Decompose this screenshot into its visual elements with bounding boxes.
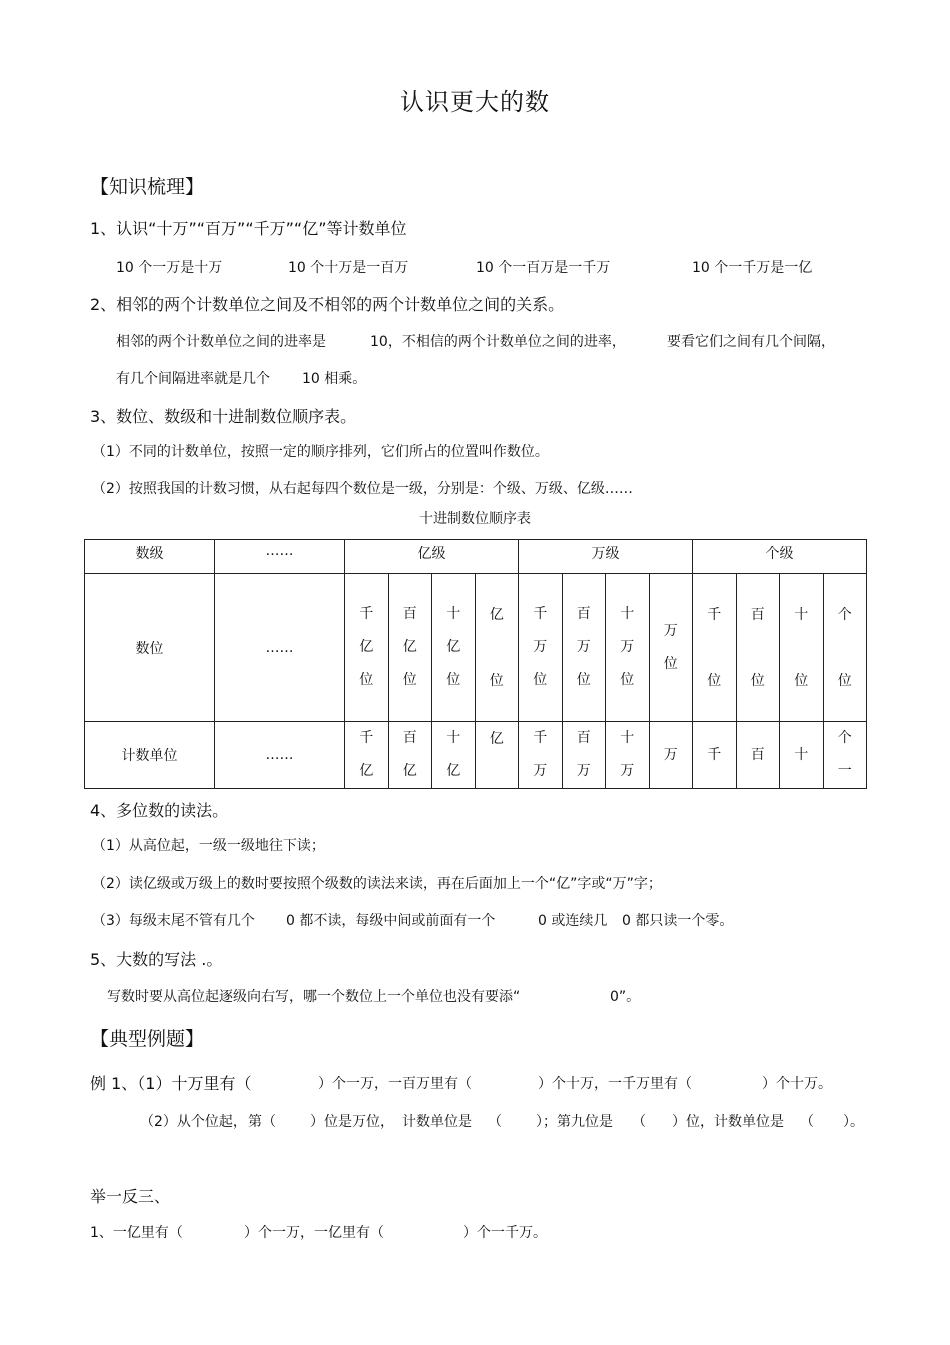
example-1-text: （	[800, 1114, 814, 1130]
row-label: 计数单位	[85, 722, 215, 789]
unit-cell	[562, 722, 606, 789]
place-cell	[823, 574, 867, 722]
example-1-text: （	[488, 1114, 502, 1130]
example-1-text: 计数单位是	[402, 1114, 472, 1130]
place-name: 十位	[794, 606, 809, 689]
point-3-title: 3、数位、数级和十进制数位顺序表。	[90, 407, 357, 426]
example-1-text: ）；第九位是	[536, 1114, 613, 1130]
practice-question: ）个一千万。	[463, 1225, 547, 1241]
point-2-text: 要看它们之间有几个间隔，	[667, 334, 835, 350]
unit-cell	[388, 722, 432, 789]
place-cell	[736, 574, 780, 722]
place-cell	[562, 574, 606, 722]
ellipsis-cell: ……	[215, 574, 345, 722]
place-name: 亿位	[489, 606, 504, 689]
level-wan: 万级	[519, 540, 693, 574]
row-label: 数级	[85, 540, 215, 574]
point-2-text: 有几个间隔进率就是几个	[116, 371, 270, 387]
unit-name: 十	[794, 746, 809, 763]
place-name: 百万位	[576, 606, 591, 688]
point-4-text: 0 都只读一个零。	[622, 913, 734, 929]
place-cell	[345, 574, 389, 722]
point-4-text: 0 都不读，每级中间或前面有一个	[286, 913, 496, 929]
point-5-title: 5、大数的写法 .。	[90, 950, 223, 969]
practice-question: 1、一亿里有（	[90, 1225, 183, 1241]
point-3-text: （2）按照我国的计数习惯，从右起每四个数位是一级，分别是：个级、万级、亿级……	[92, 481, 633, 497]
point-4-text: 0 或连续几	[538, 913, 608, 929]
table-row	[85, 540, 867, 574]
place-name: 百亿位	[402, 606, 417, 688]
unit-cell	[823, 722, 867, 789]
place-cell	[693, 574, 737, 722]
example-1-text: （	[632, 1114, 646, 1130]
table-row	[85, 574, 867, 722]
row-label: 数位	[85, 574, 215, 722]
unit-name: 个一	[837, 730, 852, 779]
unit-name: 亿	[489, 731, 504, 747]
point-4-text: （2）读亿级或万级上的数时要按照个级数的读法来读，再在后面加上一个“亿”字或“万”字；	[92, 876, 662, 892]
unit-cell	[519, 722, 563, 789]
unit-name: 万	[663, 746, 678, 763]
point-2-text: 相邻的两个计数单位之间的进率是	[116, 334, 326, 350]
place-name: 百位	[750, 606, 765, 689]
unit-name: 千亿	[359, 730, 374, 779]
example-1-text: ）位，计数单位是	[672, 1114, 784, 1130]
level-yi: 亿级	[345, 540, 519, 574]
example-1-text: ）。	[843, 1114, 864, 1130]
page-title: 认识更大的数	[400, 88, 550, 116]
point-4-title: 4、多位数的读法。	[90, 801, 229, 820]
section-header-knowledge: 【知识梳理】	[90, 176, 205, 198]
place-cell	[780, 574, 824, 722]
unit-cell	[606, 722, 650, 789]
practice-question: ）个一万，一亿里有（	[244, 1225, 384, 1241]
place-cell	[475, 574, 519, 722]
unit-name: 十万	[620, 730, 635, 779]
point-2-title: 2、相邻的两个计数单位之间及不相邻的两个计数单位之间的关系。	[90, 295, 565, 314]
example-1-text: ）个一万，一百万里有（	[318, 1076, 472, 1092]
place-name: 十亿位	[446, 606, 461, 688]
point-4-text: （1）从高位起，一级一级地往下读；	[92, 838, 325, 854]
place-name: 千万位	[533, 606, 548, 688]
point-5-text: 0”。	[610, 989, 641, 1005]
unit-name: 十亿	[446, 730, 461, 779]
fact-item: 10 个一万是十万	[116, 260, 223, 276]
unit-name: 千	[707, 746, 722, 763]
point-2-text: 10 相乘。	[302, 371, 367, 387]
unit-cell	[780, 722, 824, 789]
fact-item: 10 个十万是一百万	[288, 260, 409, 276]
place-cell	[649, 574, 693, 722]
place-cell	[432, 574, 476, 722]
unit-name: 百万	[576, 730, 591, 779]
example-1-text: 第（	[248, 1114, 276, 1130]
fact-item: 10 个一千万是一亿	[692, 260, 813, 276]
place-name: 千位	[707, 606, 722, 689]
point-3-text: （1）不同的计数单位，按照一定的顺序排列，它们所占的位置叫作数位。	[92, 444, 549, 460]
level-ge: 个级	[693, 540, 867, 574]
ellipsis-cell: ……	[215, 722, 345, 789]
unit-name: 千万	[533, 730, 548, 779]
point-2-text: 10，不相信的两个计数单位之间的进率，	[370, 334, 626, 350]
point-4-text: （3）每级末尾不管有几个	[92, 913, 255, 929]
place-cell	[519, 574, 563, 722]
table-caption: 十进制数位顺序表	[419, 511, 531, 527]
example-1-text: （2）从个位起，	[140, 1114, 247, 1130]
place-value-table	[84, 539, 867, 789]
example-1-text: 例 1、（1）十万里有（	[90, 1074, 252, 1093]
unit-cell	[736, 722, 780, 789]
place-cell	[388, 574, 432, 722]
section-header-examples: 【典型例题】	[90, 1028, 205, 1050]
fact-item: 10 个一百万是一千万	[476, 260, 611, 276]
example-1-text: ）位是万位，	[310, 1114, 394, 1130]
place-name: 个位	[837, 606, 852, 689]
unit-name: 百亿	[402, 730, 417, 779]
unit-cell	[693, 722, 737, 789]
example-1-text: ）个十万。	[762, 1076, 832, 1092]
place-name: 十万位	[620, 606, 635, 688]
unit-cell	[649, 722, 693, 789]
unit-name: 百	[750, 746, 765, 763]
place-cell	[606, 574, 650, 722]
unit-cell	[475, 722, 519, 789]
ellipsis-cell: ……	[215, 540, 345, 574]
place-name: 千亿位	[359, 606, 374, 688]
table-row	[85, 722, 867, 789]
point-1-title: 1、认识“十万”“百万”“千万”“亿”等计数单位	[90, 219, 407, 238]
practice-header: 举一反三、	[90, 1187, 171, 1206]
point-5-text: 写数时要从高位起逐级向右写，哪一个数位上一个单位也没有要添“	[107, 989, 521, 1005]
place-name: 万位	[663, 622, 678, 672]
example-1-text: ）个十万，一千万里有（	[538, 1076, 692, 1092]
unit-cell	[345, 722, 389, 789]
unit-cell	[432, 722, 476, 789]
